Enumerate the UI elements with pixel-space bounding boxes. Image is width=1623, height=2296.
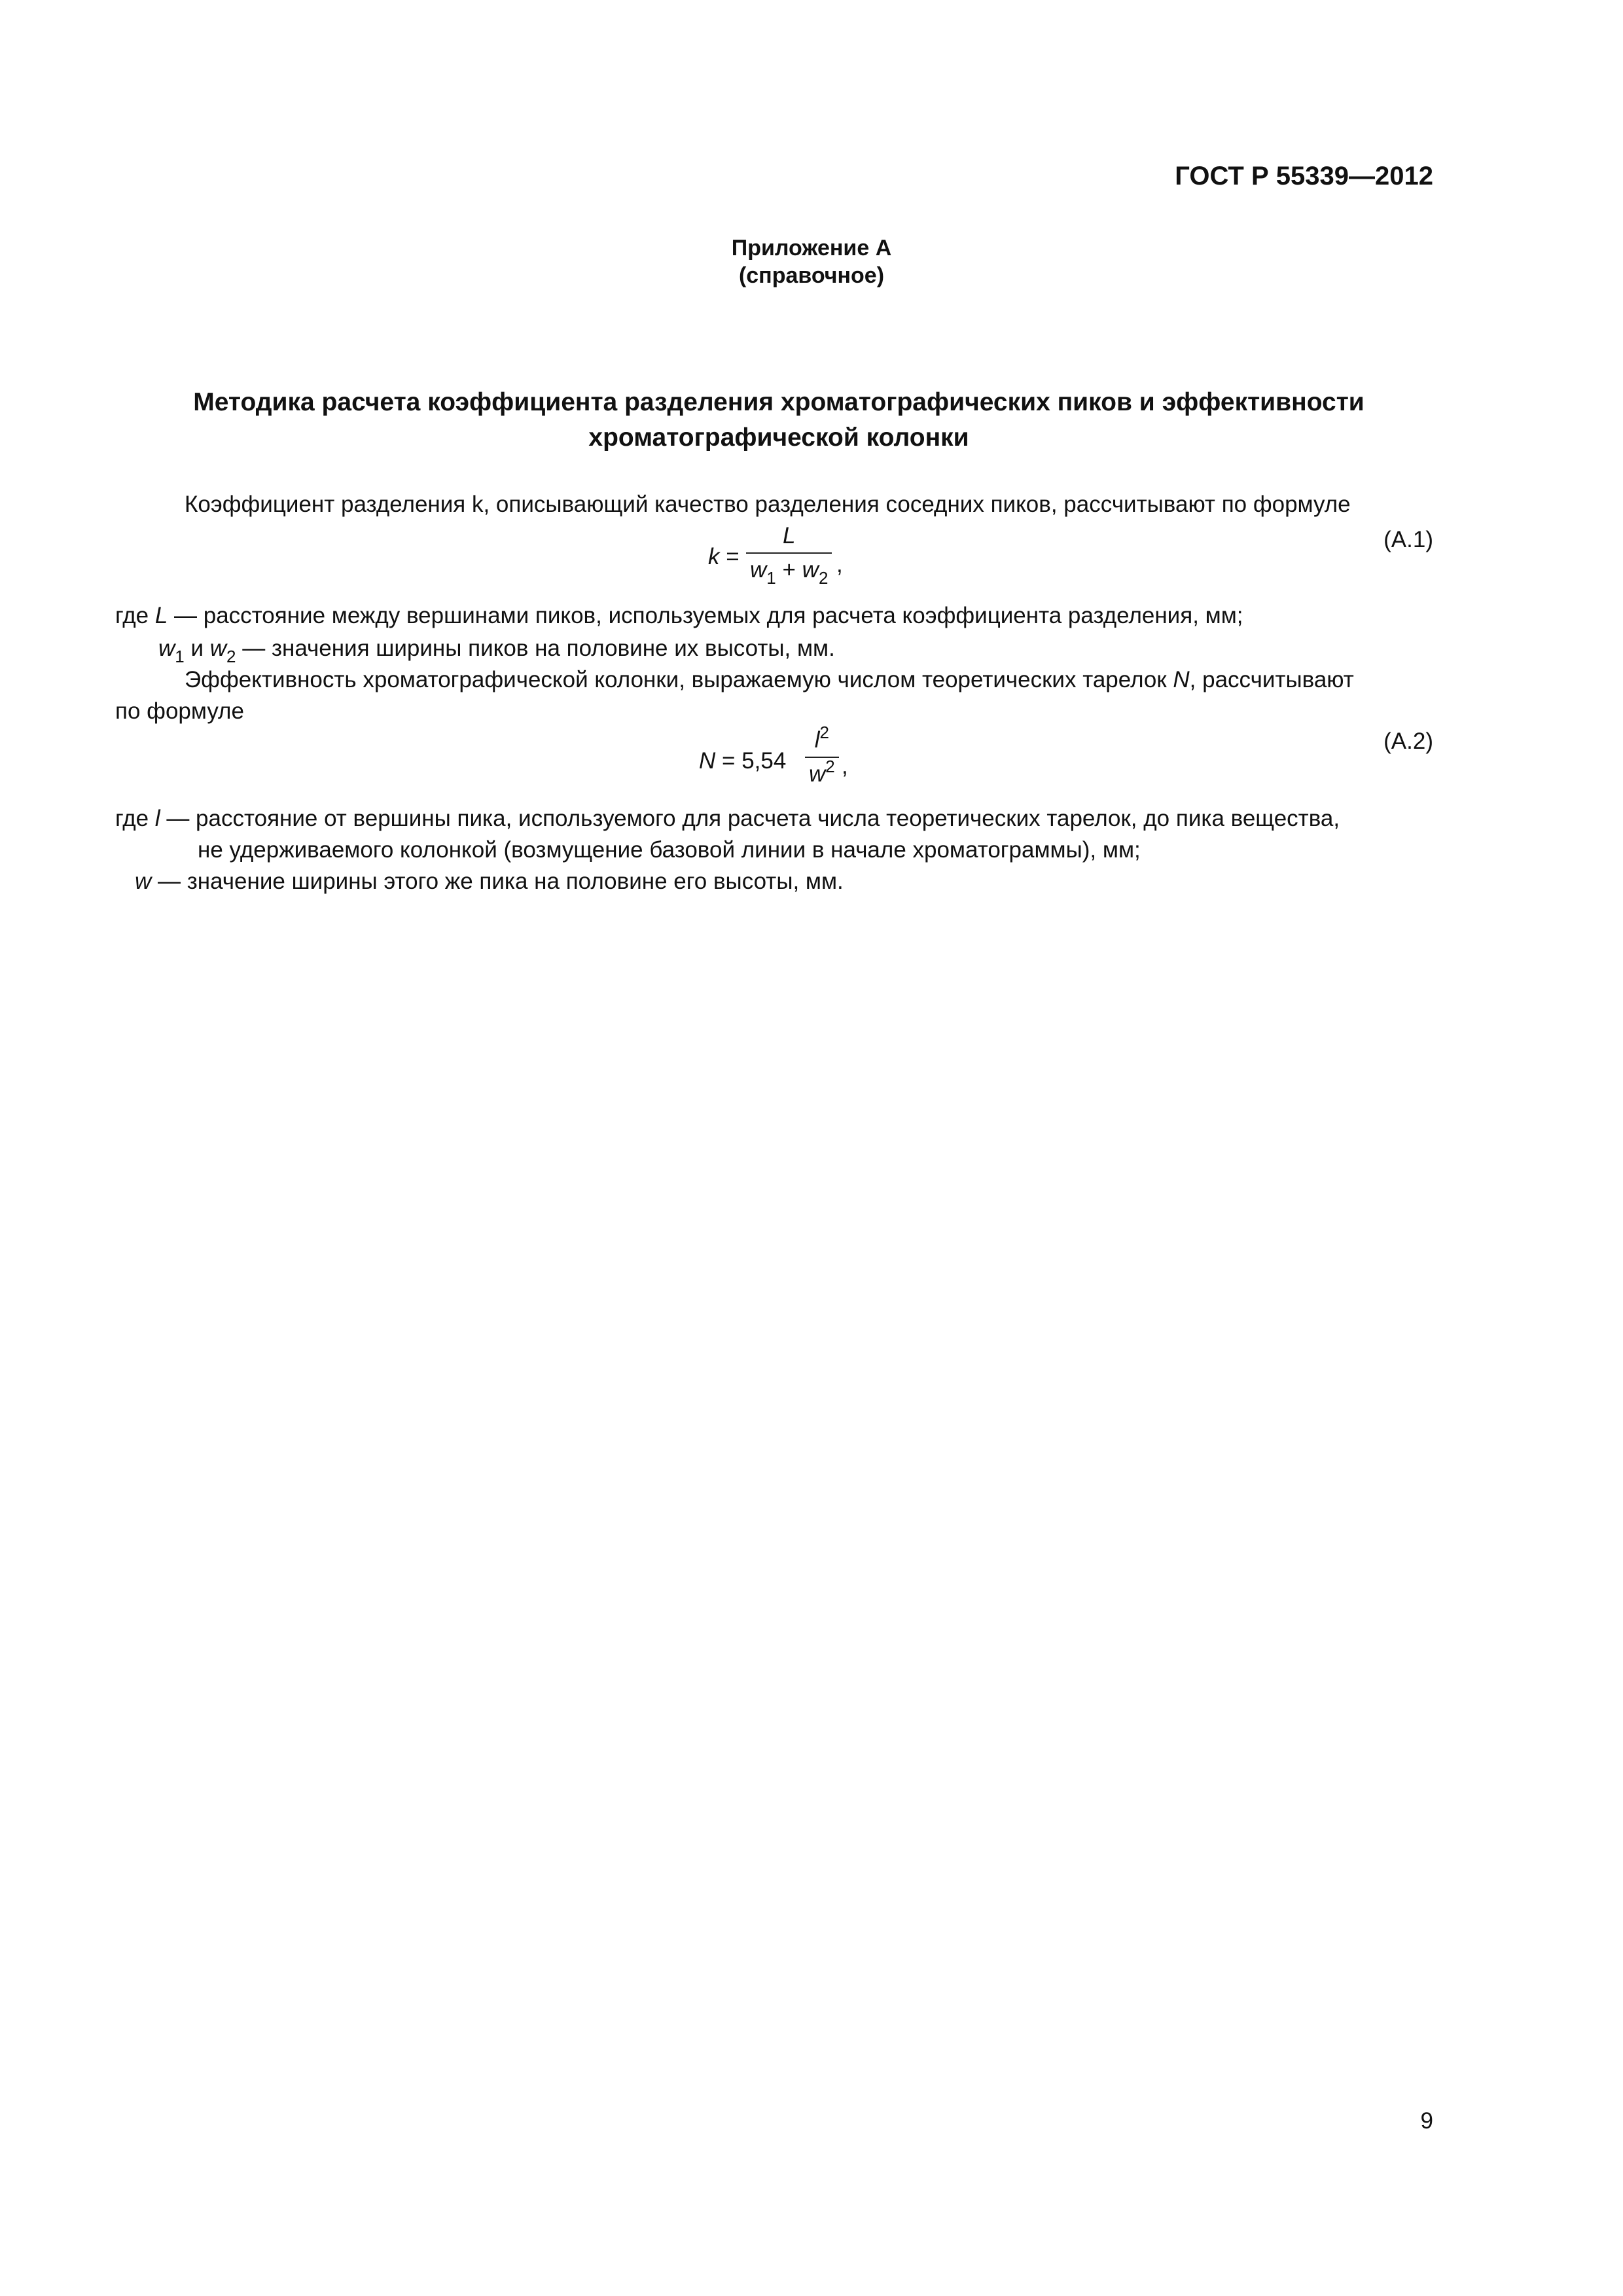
page-number: 9 [1420, 2108, 1433, 2134]
eq1-trailing-comma: , [836, 552, 843, 577]
eq1-numerator: L [782, 523, 796, 548]
appendix-label: Приложение А [731, 236, 892, 260]
definition-l-line-2: не удерживаемого колонкой (возмущение базовой линии в начале хроматограммы), мм; [198, 837, 1141, 863]
definition-l-line-1: где l — расстояние от вершины пика, используемого для расчета числа теоретических тарелок, до пика вещества, [115, 806, 1340, 831]
document-id: ГОСТ Р 55339—2012 [1175, 162, 1433, 190]
equation-number-a2: (А.2) [1383, 728, 1433, 754]
equation-a1-fraction [746, 520, 832, 586]
eq1-var-k: k [708, 544, 720, 569]
eq2-denominator: $w^2$ [809, 757, 835, 787]
paragraph-intro-2-line-1: Эффективность хроматографической колонки, выражаемую числом теоретических тарелок N, рассчитывают [185, 667, 1354, 692]
eq2-numerator: $l^2$ [814, 723, 829, 753]
definition-w1-w2: $w_1$ и $w_2$ — значения ширины пиков на половине их высоты, мм. [158, 636, 835, 666]
equation-number-a1: (А.1) [1383, 527, 1433, 552]
section-title-line-1: Методика расчета коэффициента разделения хроматографических пиков и эффективности [193, 388, 1364, 416]
equation-a1-lhs [708, 541, 740, 573]
equation-a2-lhs: N = 5,54 [699, 748, 787, 774]
paragraph-intro-2-line-2: по формуле [115, 698, 244, 724]
appendix-status: (справочное) [738, 263, 885, 288]
eq2-trailing-comma: , [842, 753, 848, 779]
equation-a2-fraction [805, 724, 839, 791]
paragraph-intro-1: Коэффициент разделения k, описывающий качество разделения соседних пиков, рассчитывают по формуле [185, 492, 1351, 517]
section-title-line-2: хроматографической колонки [588, 423, 969, 452]
eq1-denominator: $w_1 + w_2$ [750, 557, 829, 588]
definition-w: w — значение ширины этого же пика на половине его высоты, мм. [135, 869, 844, 894]
eq1-equals: = [726, 544, 740, 569]
definition-L: где L — расстояние между вершинами пиков, используемых для расчета коэффициента разделения, мм; [115, 603, 1243, 628]
